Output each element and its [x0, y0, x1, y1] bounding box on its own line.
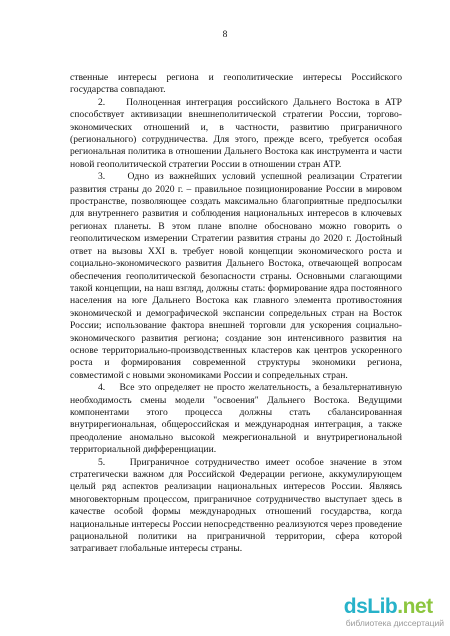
logo-net-text: .net [397, 595, 433, 618]
paragraph-5: 5. Приграничное сотрудничество имеет особое значение в этом стратегически важном для Российской Федерации регионе, аккумулирующем целый ряд аспектов реализации национальных интересов России. Являясь многовекторным процессом, приграничное сотрудничество выступает здесь в качестве особой формы международных отношений государства, когда национальные интересы России непосредственно реализуются через проведение рациональной политики на приграничной территории, сфера которой затрагивает глобальные интересы страны. [70, 456, 402, 555]
dslib-logo [344, 596, 433, 618]
dslib-subtitle: библиотека диссертаций [345, 618, 444, 628]
paragraph-continuation: ственные интересы региона и геополитические интересы Российского государства совпадают. [70, 72, 402, 96]
document-body [70, 72, 402, 556]
dslib-watermark[interactable] [254, 592, 444, 632]
paragraph-3: 3. Одно из важнейших условий успешной реализации Стратегии развития страны до 2020 г. – правильное позиционирование России в мировом пространстве, позволяющее создать максимально благоприятные предпосылки для внутреннего развития и соблюдения национальных интересов в ключевых регионах планеты. В этом плане вполне обосновано можно говорить о геополитическом измерении Стратегии развития страны до 2020 г. Достойный ответ на вызовы XXI в. требует новой концепции экономического роста и социально-экономического развития Дальнего Востока, отвечающей вопросам обеспечения геополитической безопасности страны. Основными слагающими такой концепции, на наш взгляд, должны стать: формирование ядра постоянного населения на юге Дальнего Востока как главного элемента противостояния экономической и демографической экспансии сопредельных стран на Восток России; использование фактора внешней торговли для ускорения социально-экономического развития региона; создание зон интенсивного развития на основе территориально-производственных кластеров как центров ускоренного роста и формирования современной структуры экономики региона, совместимой с новыми экономиками России и сопредельных стран. [70, 171, 402, 381]
paragraph-2: 2. Полноценная интеграция российского Дальнего Востока в АТР способствует активизации внешнеполитической стратегии России, торгово-экономических отношений и, в частности, развитию приграничного (регионального) сотрудничества. Для этого, прежде всего, требуется особая региональная политика в отношении Дальнего Востока как инструмента и части новой геополитической стратегии России в отношении стран АТР. [70, 96, 402, 170]
logo-ds-text: ds [343, 595, 368, 618]
page-number: 8 [222, 30, 228, 40]
logo-lib-text: Lib [367, 595, 398, 618]
paragraph-4: 4. Все это определяет не просто желательность, а безальтернативную необходимость смены модели "освоения" Дальнего Востока. Ведущими компонентами этого процесса должны стать сбалансированная внутрирегиональная, общероссийская и международная интеграция, а также преодоление аномально высокой межрегиональной и внутрирегиональной территориальной дифференциации. [70, 382, 402, 456]
